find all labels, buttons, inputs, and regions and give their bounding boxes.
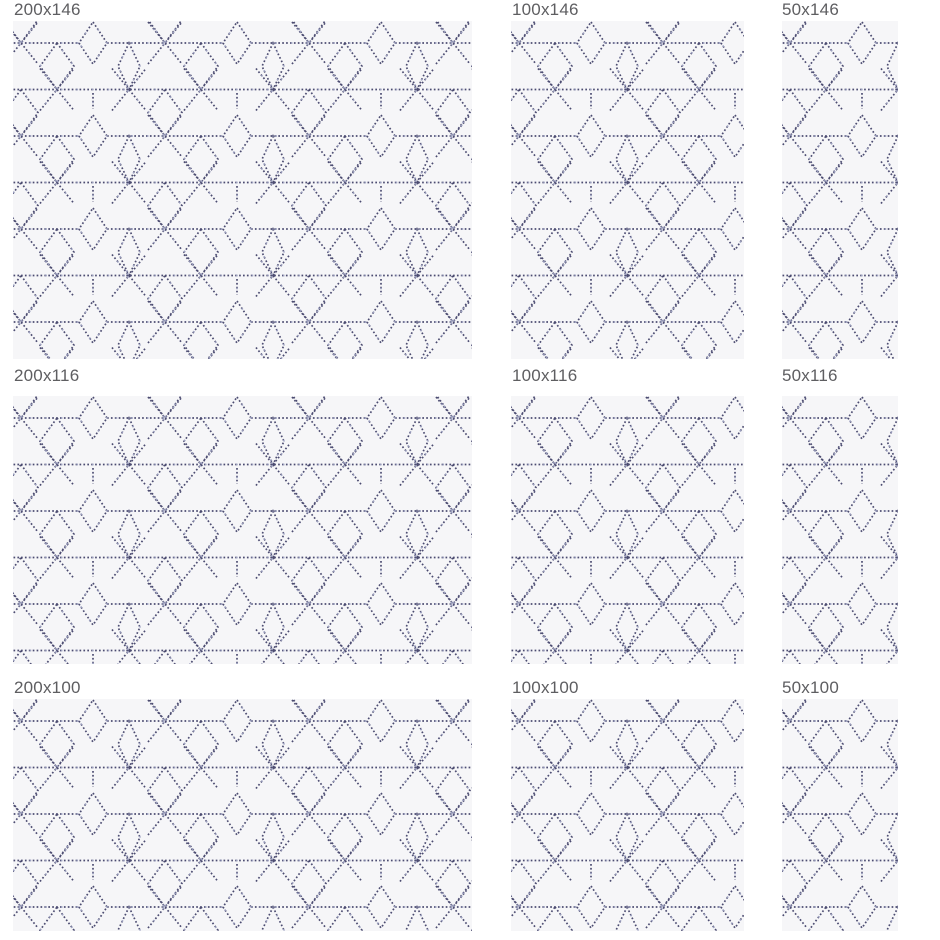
swatch-size-label: 100x100 (512, 678, 579, 697)
pattern-fill (13, 699, 472, 931)
pattern-swatch[interactable] (511, 21, 744, 359)
pattern-fill (782, 21, 898, 359)
pattern-swatch[interactable] (782, 396, 898, 664)
swatch-size-label: 200x116 (14, 366, 80, 385)
pattern-fill (511, 21, 744, 359)
pattern-swatch[interactable] (13, 21, 472, 359)
swatch-size-label: 50x100 (782, 678, 839, 697)
pattern-swatch[interactable] (511, 699, 744, 931)
pattern-fill (511, 396, 744, 664)
pattern-swatch[interactable] (782, 21, 898, 359)
pattern-fill (13, 396, 472, 664)
swatch-size-label: 200x146 (14, 0, 81, 19)
swatch-size-label: 100x146 (512, 0, 579, 19)
swatch-size-label: 50x146 (782, 0, 839, 19)
swatch-size-label: 100x116 (512, 366, 578, 385)
pattern-fill (782, 396, 898, 664)
pattern-swatch[interactable] (782, 699, 898, 931)
swatch-size-label: 50x116 (782, 366, 838, 385)
pattern-swatch[interactable] (511, 396, 744, 664)
pattern-fill (13, 21, 472, 359)
swatch-size-label: 200x100 (14, 678, 81, 697)
pattern-swatch[interactable] (13, 396, 472, 664)
pattern-fill (511, 699, 744, 931)
pattern-swatch[interactable] (13, 699, 472, 931)
pattern-fill (782, 699, 898, 931)
